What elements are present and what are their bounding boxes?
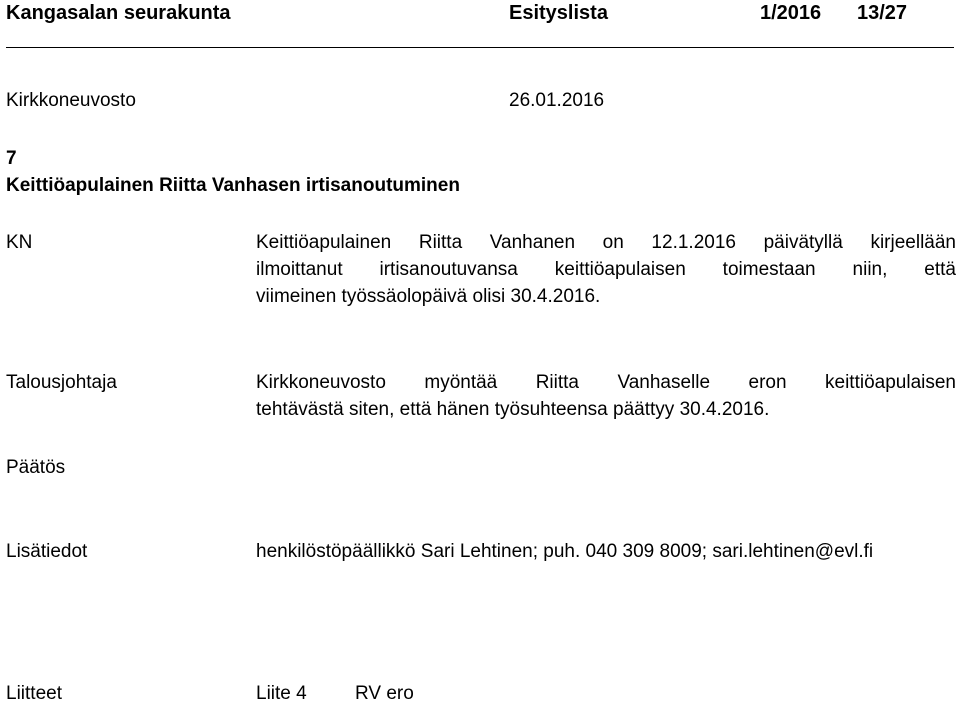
section-label-decision: Päätös bbox=[6, 457, 66, 478]
proposal-line: tehtävästä siten, että hänen työsuhteensa päättyy 30.4.2016. bbox=[256, 399, 770, 420]
section-text-proposal bbox=[256, 369, 956, 423]
page-number: 13/27 bbox=[857, 2, 908, 24]
section-label-attachments: Liitteet bbox=[6, 683, 62, 704]
section-label-proposal: Talousjohtaja bbox=[6, 372, 117, 393]
organization-name: Kangasalan seurakunta bbox=[6, 2, 231, 24]
item-number: 7 bbox=[6, 148, 17, 169]
item-title: Keittiöapulainen Riitta Vanhasen irtisanoutuminen bbox=[6, 175, 460, 196]
document-type: Esityslista bbox=[509, 2, 608, 24]
attachment-number: Liite 4 bbox=[256, 683, 307, 704]
kn-line: viimeinen työssäolopäivä olisi 30.4.2016. bbox=[256, 286, 601, 307]
header-divider bbox=[6, 47, 954, 48]
contact-info: henkilöstöpäällikkö Sari Lehtinen; puh. 040 309 8009; sari.lehtinen@evl.fi bbox=[256, 541, 874, 562]
section-text-kn bbox=[256, 229, 956, 310]
section-label-kn: KN bbox=[6, 232, 33, 253]
attachment-name: RV ero bbox=[355, 683, 414, 704]
section-label-info: Lisätiedot bbox=[6, 541, 88, 562]
meeting-body: Kirkkoneuvosto bbox=[6, 90, 136, 111]
kn-line: Keittiöapulainen Riitta Vanhanen on 12.1.2016 päivätyllä kirjeellään bbox=[256, 232, 956, 253]
meeting-date: 26.01.2016 bbox=[509, 90, 605, 111]
proposal-line: Kirkkoneuvosto myöntää Riitta Vanhaselle eron keittiöapulaisen bbox=[256, 372, 956, 393]
kn-line: ilmoittanut irtisanoutuvansa keittiöapulaisen toimestaan niin, että bbox=[256, 259, 956, 280]
document-number: 1/2016 bbox=[760, 2, 822, 24]
